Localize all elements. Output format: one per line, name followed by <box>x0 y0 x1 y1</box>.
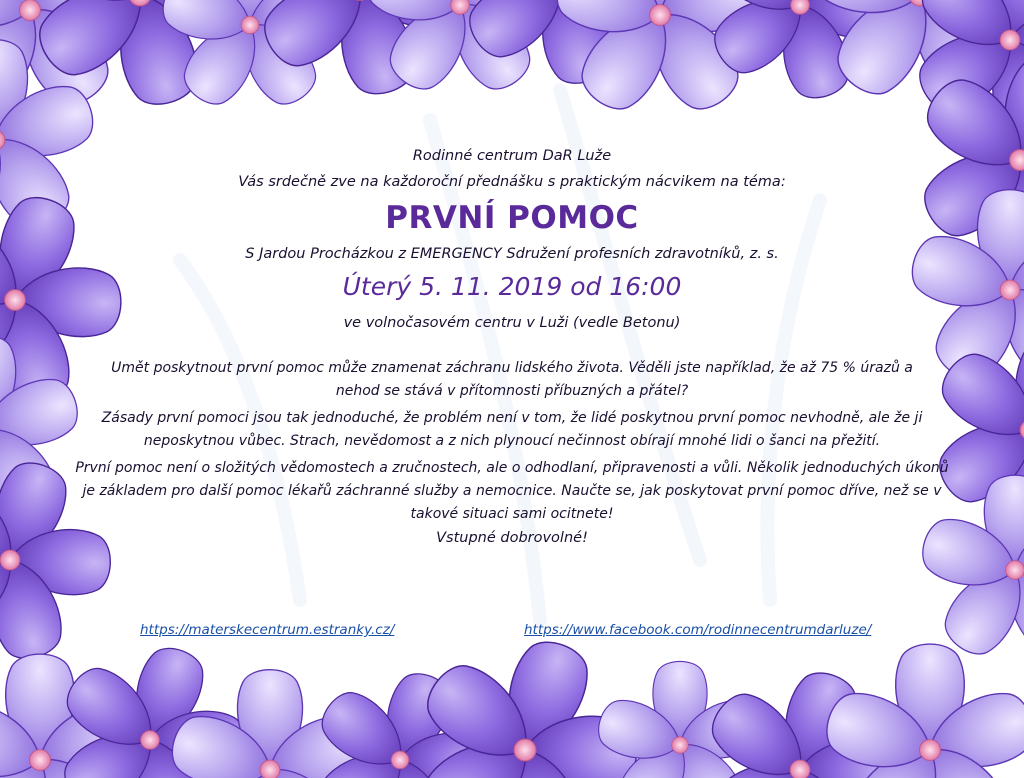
event-title: PRVNÍ POMOC <box>385 200 639 236</box>
paragraph-principles: Zásady první pomoci jsou tak jednoduché, že problém není v tom, že lidé poskytnou první pomoc nevhodně, ale že ji neposkytnou vůbec. Strach, nevědomost a z nich plynoucí nečinnost obírají mnohé lidi o šanci na přežití. <box>101 410 923 449</box>
entry-fee-note: Vstupné dobrovolné! <box>436 530 588 546</box>
paragraph-importance: Umět poskytnout první pomoc může znamenat záchranu lidského života. Věděli jste například, že až 75 % úrazů a nehod se stává v přítomnosti příbuzných a přátel? <box>111 360 913 399</box>
event-datetime: Úterý 5. 11. 2019 od 16:00 <box>342 272 682 301</box>
organizer-name: Rodinné centrum DaR Luže <box>412 148 612 164</box>
bottom-flowers <box>0 633 1024 778</box>
links-row <box>0 622 1024 644</box>
invitation-text <box>60 140 964 546</box>
facebook-link[interactable]: https://www.facebook.com/rodinnecentrumdarluze/ <box>524 622 872 638</box>
event-location: ve volnočasovém centru v Luži (vedle Betonu) <box>343 315 681 331</box>
invitation-line: Vás srdečně zve na každoroční přednášku s praktickým nácvikem na téma: <box>238 174 786 190</box>
paragraph-skills: První pomoc není o složitých vědomostech a zručnostech, ale o odhodlaní, připravenosti a vůli. Několik jednoduchých úkonů je základem pro další pomoc lékařů záchranné služby a nemocnice. Naučte se, jak poskytovat první pomoc dříve, než se v takové situaci sami ocitnete! <box>75 460 949 522</box>
speaker-line: S Jardou Procházkou z EMERGENCY Sdružení profesních zdravotníků, z. s. <box>245 246 779 262</box>
top-flowers <box>0 0 1024 145</box>
website-link[interactable]: https://materskecentrum.estranky.cz/ <box>140 622 395 638</box>
